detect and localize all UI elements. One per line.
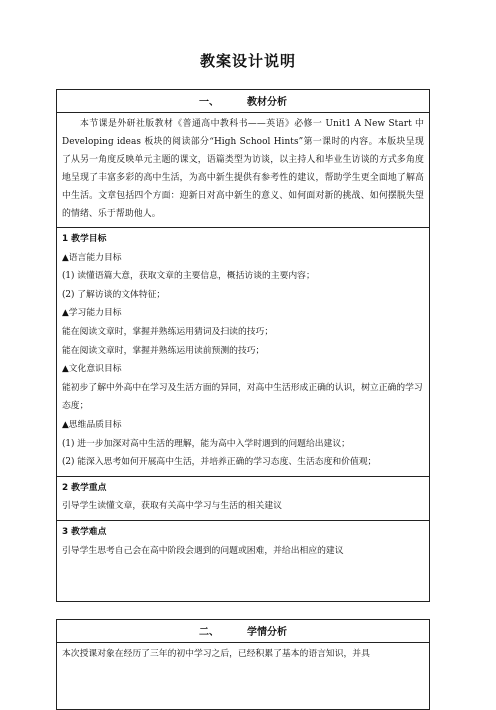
key-points-cell xyxy=(57,476,430,520)
student-analysis-cell xyxy=(57,643,430,710)
goal-line: ▲思维品质目标 xyxy=(62,419,122,430)
document-title: 教案设计说明 xyxy=(199,52,296,70)
goal-line: ▲语言能力目标 xyxy=(62,252,122,263)
difficulties-cell xyxy=(57,520,430,601)
teaching-goals-heading: 1 教学目标 xyxy=(62,234,107,244)
goal-line: ▲学习能力目标 xyxy=(62,308,122,319)
goal-line: 能初步了解中外高中在学习及生活方面的异同，对高中生活形成正确的认识，树立正确的学习态度； xyxy=(62,382,423,412)
goal-line: (1) 读懂语篇大意，获取文章的主要信息，概括访谈的主要内容； xyxy=(62,271,315,282)
section-student-analysis-table xyxy=(56,619,430,710)
goal-line: (2) 了解访谈的文体特征； xyxy=(62,289,166,300)
goal-line: 能在阅读文章时，掌握并熟练运用猜词及扫读的技巧； xyxy=(62,326,274,337)
section-1-title: 教材分析 xyxy=(247,97,287,108)
section-2-number: 二、 xyxy=(199,627,219,638)
section-1-header xyxy=(57,90,430,113)
section-2-header xyxy=(57,620,430,643)
goal-line: ▲文化意识目标 xyxy=(62,364,122,375)
student-analysis-text: 本次授课对象在经历了三年的初中学习之后，已经积累了基本的语言知识，并具 xyxy=(62,649,370,659)
material-analysis-paragraph: 本节课是外研社版教材《普通高中教科书——英语》必修一 Unit1 A New Start 中 Developing ideas 板块的阅读部分“High School Hints”第一课时的内容。本版块呈现了从另一角度反映单元主题的课文，语篇类型为访谈，以主持人和毕业生访谈的方式多角度地呈现了丰富多彩的高中生活，为高中新生提供有参考性的建议，帮助学生更全面地了解高中生活。文章包括四个方面：迎新日对高中新生的意义、如何面对新的挑战、如何摆脱失望的情绪、乐于帮助他人。 xyxy=(57,113,430,228)
difficulties-heading: 3 教学难点 xyxy=(62,526,107,537)
difficulties-text: 引导学生思考自己会在高中阶段会遇到的问题或困难，并给出相应的建议 xyxy=(62,545,344,556)
goal-line: (2) 能深入思考如何开展高中生活，并培养正确的学习态度、生活态度和价值观； xyxy=(62,457,377,468)
section-teaching-material-table xyxy=(56,89,430,602)
teaching-goals-cell xyxy=(57,228,430,477)
goal-line: 能在阅读文章时，掌握并熟练运用读前预测的技巧； xyxy=(62,345,265,356)
section-2-title: 学情分析 xyxy=(247,627,287,638)
goal-line: (1) 进一步加深对高中生活的理解，能为高中入学时遇到的问题给出建议； xyxy=(62,438,350,449)
key-points-text: 引导学生读懂文章，获取有关高中学习与生活的相关建议 xyxy=(62,501,282,512)
section-1-number: 一、 xyxy=(199,97,219,108)
key-points-heading: 2 教学重点 xyxy=(62,482,107,493)
